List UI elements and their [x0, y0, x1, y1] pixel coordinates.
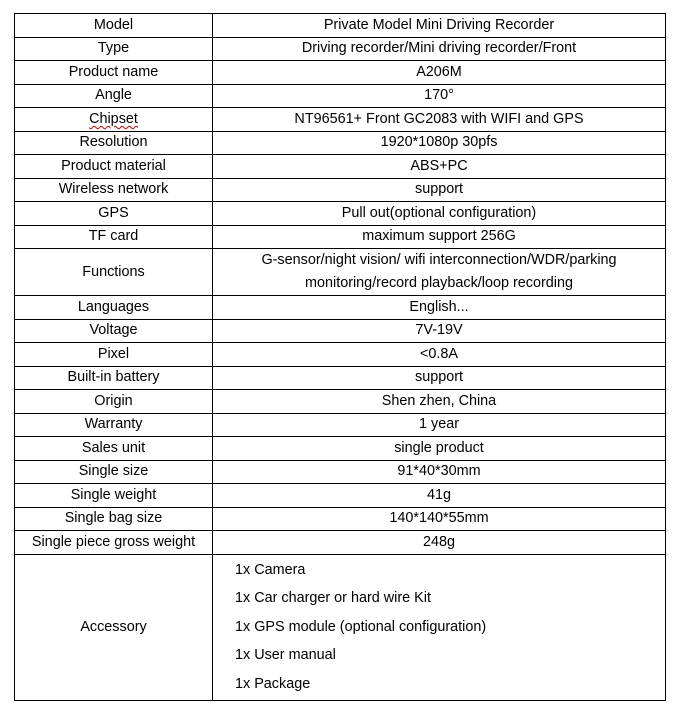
spec-label: Wireless network [15, 178, 213, 202]
spellcheck-underline: Chipset [89, 110, 138, 127]
accessory-item: 1x Package [235, 675, 311, 692]
spec-row-built-in-battery [15, 366, 666, 390]
spec-row-single-weight [15, 484, 666, 508]
functions-line: monitoring/record playback/loop recording [305, 275, 573, 291]
spec-label: GPS [15, 202, 213, 226]
spec-value: English... [213, 296, 666, 320]
spec-row-gps [15, 202, 666, 226]
spec-value: support [213, 178, 666, 202]
spec-label [15, 108, 213, 132]
spec-row-gross-weight [15, 531, 666, 555]
spec-label: Sales unit [15, 437, 213, 461]
spec-row-product-name [15, 61, 666, 85]
spec-value: Shen zhen, China [213, 390, 666, 414]
spec-value: 140*140*55mm [213, 507, 666, 531]
spec-value: 170° [213, 84, 666, 108]
spec-label: Built-in battery [15, 366, 213, 390]
accessory-item: 1x Camera [235, 561, 306, 578]
spec-row-chipset [15, 108, 666, 132]
accessory-list [213, 554, 666, 700]
spec-label: Single bag size [15, 507, 213, 531]
functions-line: G-sensor/night vision/ wifi interconnection/WDR/parking [261, 252, 617, 268]
spec-row-warranty [15, 413, 666, 437]
spec-label: Pixel [15, 343, 213, 367]
spec-label: Resolution [15, 131, 213, 155]
spec-label: Single piece gross weight [15, 531, 213, 555]
spec-row-resolution [15, 131, 666, 155]
spec-row-model [15, 14, 666, 38]
spec-value: maximum support 256G [213, 225, 666, 249]
spec-table [14, 13, 666, 701]
spec-label: Angle [15, 84, 213, 108]
spec-label: Single size [15, 460, 213, 484]
spec-value: 1920*1080p 30pfs [213, 131, 666, 155]
spec-row-single-bag-size [15, 507, 666, 531]
spec-value: Private Model Mini Driving Recorder [213, 14, 666, 38]
spec-row-languages [15, 296, 666, 320]
spec-row-tf-card [15, 225, 666, 249]
spec-row-product-material [15, 155, 666, 179]
spec-label: Product material [15, 155, 213, 179]
spec-value [213, 249, 666, 296]
spec-value: Driving recorder/Mini driving recorder/Front [213, 37, 666, 61]
spec-row-angle [15, 84, 666, 108]
accessory-item: 1x Car charger or hard wire Kit [235, 590, 431, 607]
spec-value: ABS+PC [213, 155, 666, 179]
spec-label: Model [15, 14, 213, 38]
spec-row-accessory [15, 554, 666, 700]
spec-label: Warranty [15, 413, 213, 437]
spec-value: A206M [213, 61, 666, 85]
accessory-item: 1x GPS module (optional configuration) [235, 618, 487, 635]
spec-value: 248g [213, 531, 666, 555]
spec-value: NT96561+ Front GC2083 with WIFI and GPS [213, 108, 666, 132]
spec-label: TF card [15, 225, 213, 249]
spec-value: 41g [213, 484, 666, 508]
spec-value: 7V-19V [213, 319, 666, 343]
accessory-item: 1x User manual [235, 647, 336, 664]
spec-value: <0.8A [213, 343, 666, 367]
spec-row-single-size [15, 460, 666, 484]
spec-label: Product name [15, 61, 213, 85]
spec-value: 91*40*30mm [213, 460, 666, 484]
spec-row-voltage [15, 319, 666, 343]
spec-row-functions [15, 249, 666, 296]
spec-value: Pull out(optional configuration) [213, 202, 666, 226]
spec-value: single product [213, 437, 666, 461]
spec-label: Languages [15, 296, 213, 320]
spec-row-type [15, 37, 666, 61]
spec-label: Voltage [15, 319, 213, 343]
spec-label: Functions [15, 249, 213, 296]
spec-value: 1 year [213, 413, 666, 437]
spec-value: support [213, 366, 666, 390]
spec-label: Accessory [15, 554, 213, 700]
spec-row-wireless-network [15, 178, 666, 202]
spec-label: Single weight [15, 484, 213, 508]
spec-label: Type [15, 37, 213, 61]
spec-label: Origin [15, 390, 213, 414]
spec-row-sales-unit [15, 437, 666, 461]
spec-row-origin [15, 390, 666, 414]
spec-row-pixel [15, 343, 666, 367]
